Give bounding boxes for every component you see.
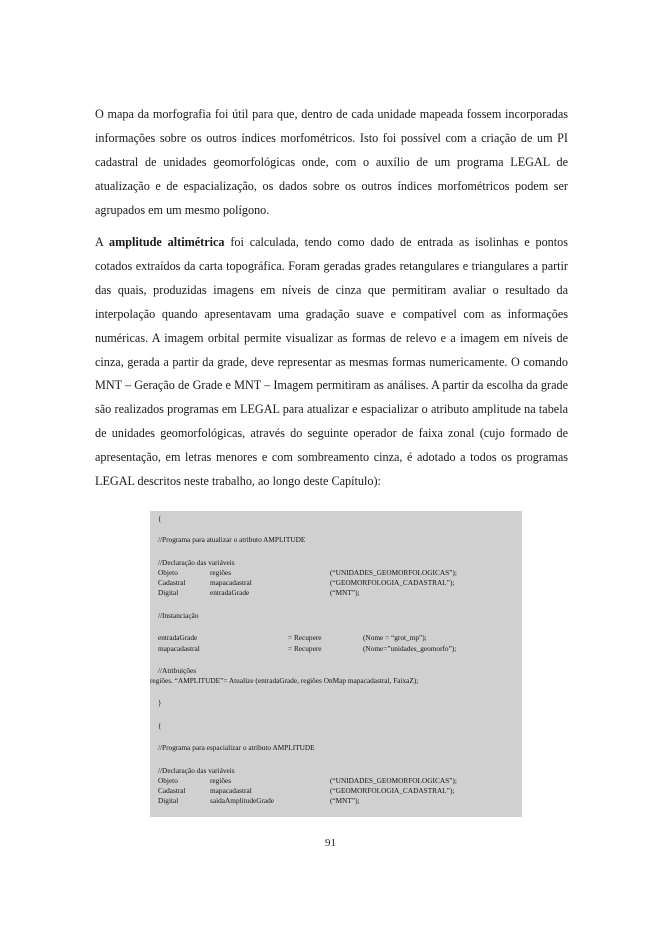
paragraph-amplitude-prefix: A xyxy=(95,235,109,249)
code-decl-type: Objeto xyxy=(158,568,178,577)
paragraph-morfografia: O mapa da morfografia foi útil para que, dentro de cada unidade mapeada fossem incorporadas informações sobre os outros índices morfométricos. Isto foi possível com a criação de um PI cadastral de unidades geomorfológicas onde, com o auxílio de um programa LEGAL de atualização e de espacialização, os dados sobre os outros índices morfométricos podem ser agrupados em um mesmo polígono. xyxy=(95,107,568,217)
code-decl-name: entradaGrade xyxy=(210,588,250,597)
code-decl-name: regiões xyxy=(210,568,232,577)
page-number: 91 xyxy=(325,837,336,849)
code-comment-instantiation: //Instanciação xyxy=(158,611,199,620)
code-brace-close: } xyxy=(158,698,162,707)
code-decl-value: (“MNT”); xyxy=(330,588,360,597)
code-decl-name: saidaAmplitudeGrade xyxy=(210,796,275,805)
code-comment-declarations: //Declaração das variáveis xyxy=(158,766,235,775)
code-decl-type: Cadastral xyxy=(158,578,186,587)
code-comment-update-program: //Programa para atualizar o atributo AMPLITUDE xyxy=(158,535,306,544)
code-inst-var: entradaGrade xyxy=(158,633,198,642)
legal-code-block xyxy=(150,511,522,817)
paragraph-amplitude-body: foi calculada, tendo como dado de entrada as isolinhas e pontos cotados extraídos da carta topográfica. Foram geradas grades retangulares e triangulares a partir das quais, produzidas imagens em níveis de cinza que permitiram avaliar o resultado da interpolação quando apresentavam uma gradação suave e compatível com as informações numéricas. A imagem orbital permite visualizar as formas de relevo e a imagem em níveis de cinza, gerada a partir da grade, deve representar as mesmas formas numericamente. O comando MNT – Geração de Grade e MNT – Imagem permitiram as análises. A partir da escolha da grade são realizados programas em LEGAL para atualizar e espacializar o atributo amplitude na tabela de unidades geomorfológicas, através do seguinte operador de faixa zonal (cujo formado de apresentação, em letras menores e com sombreamento cinza, é adotado a todos os programas LEGAL descritos neste trabalho, ao longo deste Capítulo): xyxy=(95,235,568,489)
code-decl-value: (“GEOMORFOLOGIA_CADASTRAL”); xyxy=(330,578,455,587)
code-attr-statement: regiões. “AMPLITUDE”= Atualize (entradaGrade, regiões OnMap mapacadastral, FaixaZ); xyxy=(150,676,419,685)
code-decl-value: (“GEOMORFOLOGIA_CADASTRAL”); xyxy=(330,786,455,795)
code-decl-name: mapacadastral xyxy=(210,786,252,795)
code-decl-name: regiões xyxy=(210,776,232,785)
code-decl-value: (“UNIDADES_GEOMORFOLOGICAS”); xyxy=(330,568,457,577)
code-decl-value: (“UNIDADES_GEOMORFOLOGICAS”); xyxy=(330,776,457,785)
code-decl-value: (“MNT”); xyxy=(330,796,360,805)
code-inst-op: = Recupere xyxy=(288,644,322,653)
code-comment-attributions: //Atribuições xyxy=(158,666,197,675)
code-inst-op: = Recupere xyxy=(288,633,322,642)
code-decl-type: Objeto xyxy=(158,776,178,785)
paragraph-amplitude xyxy=(95,231,568,494)
bold-term-amplitude: amplitude altimétrica xyxy=(108,235,225,249)
code-brace-open: { xyxy=(158,514,162,523)
code-decl-type: Cadastral xyxy=(158,786,186,795)
code-inst-arg: (Nome=”unidades_geomorfo”); xyxy=(363,644,457,653)
code-inst-var: mapacadastral xyxy=(158,644,200,653)
code-decl-type: Digital xyxy=(158,588,179,597)
code-inst-arg: (Nome = “grot_mp”); xyxy=(363,633,427,642)
code-comment-spatialize-program: //Programa para espacializar o atributo AMPLITUDE xyxy=(158,743,315,752)
code-comment-declarations: //Declaração das variáveis xyxy=(158,558,235,567)
code-brace-open: { xyxy=(158,721,162,730)
code-decl-name: mapacadastral xyxy=(210,578,252,587)
code-decl-type: Digital xyxy=(158,796,179,805)
